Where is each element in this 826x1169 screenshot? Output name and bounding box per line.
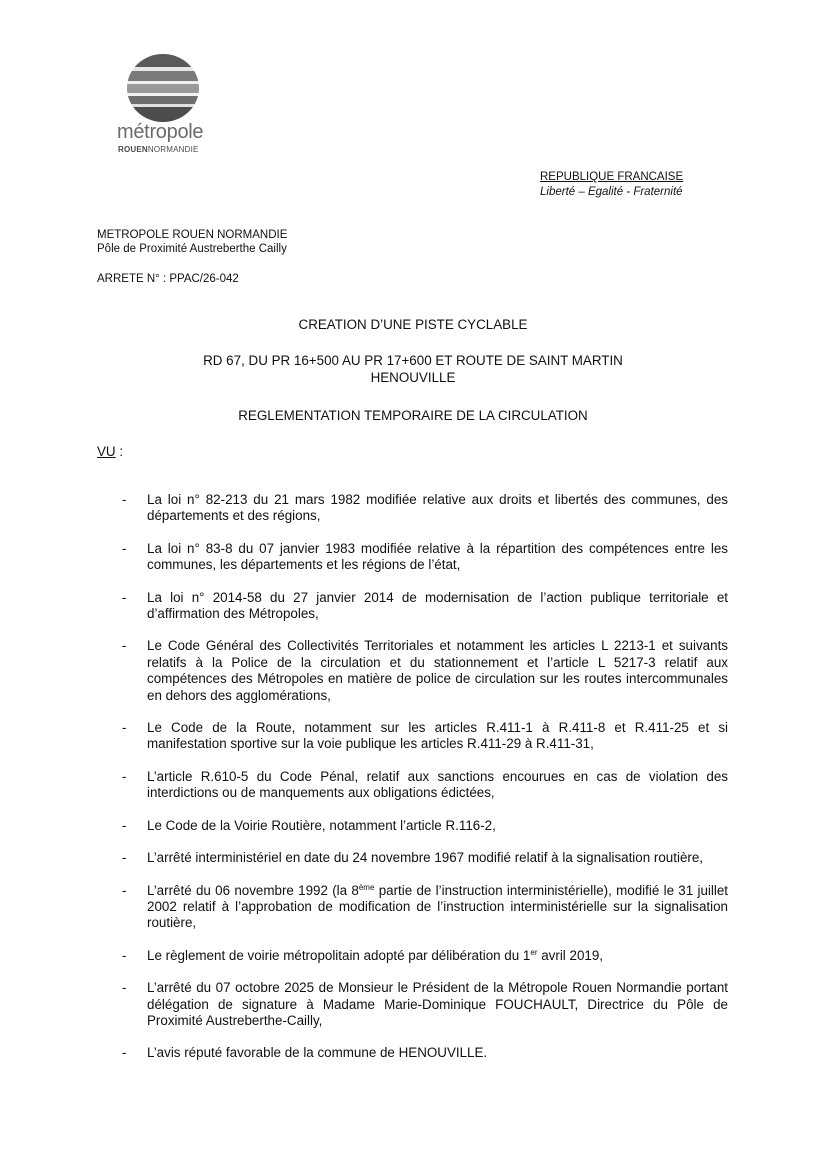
document-title: CREATION D’UNE PISTE CYCLABLE: [298, 317, 528, 332]
republic-header: [540, 170, 683, 200]
organisation-block: [97, 228, 287, 256]
list-item: - L’arrêté du 07 octobre 2025 de Monsieur le Président de la Métropole Rouen Normandie portant délégation de signature à Madame Marie-Dominique FOUCHAULT, Directrice du Pôle de Proximité Austreberthe-Cailly,: [122, 980, 728, 1028]
location-line-2: HENOUVILLE: [370, 370, 456, 385]
legal-references-list: [96, 492, 728, 1078]
document-subject: REGLEMENTATION TEMPORAIRE DE LA CIRCULATION: [238, 408, 588, 423]
list-item: - Le Code Général des Collectivités Territoriales et notamment les articles L 2213-1 et suivants relatifs à la Police de la circulation et du stationnement et l’article L 5217-3 relatif aux compétences des Métropoles en matière de police de circulation sur les routes intercommunales en dehors des agglomérations,: [122, 638, 728, 703]
organisation-department: Pôle de Proximité Austreberthe Cailly: [97, 243, 287, 255]
logo-wordmark: métropole: [117, 121, 204, 143]
list-item: - La loi n° 2014-58 du 27 janvier 2014 de modernisation de l’action publique territoriale et d’affirmation des Métropoles,: [122, 589, 728, 622]
republic-title: REPUBLIQUE FRANCAISE: [540, 171, 684, 183]
metropole-logo-mark: [125, 52, 201, 124]
vu-suffix: :: [115, 444, 124, 459]
document-location: [96, 352, 730, 386]
list-item: - La loi n° 83-8 du 07 janvier 1983 modifiée relative à la répartition des compétences entre les communes, les départements et les régions de l’état,: [122, 540, 728, 573]
list-item: - L’avis réputé favorable de la commune de HENOUVILLE.: [122, 1045, 488, 1061]
list-item: - Le Code de la Route, notamment sur les articles R.411-1 à R.411-8 et R.411-25 et si manifestation sportive sur la voie publique les articles R.411-29 à R.411-31,: [122, 720, 728, 752]
list-item: - L’arrêté du 06 novembre 1992 (la 8ème partie de l’instruction interministérielle), modifié le 31 juillet 2002 relatif à l’approbation de modification de l’instruction interministérielle sur la signalisation routière,: [122, 882, 728, 931]
list-item: - L’arrêté interministériel en date du 24 novembre 1967 modifié relatif à la signalisation routière,: [122, 850, 704, 866]
logo-subtitle: ROUENNORMANDIE: [118, 145, 199, 154]
list-item: - Le règlement de voirie métropolitain adopté par délibération du 1er avril 2019,: [122, 947, 604, 963]
list-item: - L’article R.610-5 du Code Pénal, relatif aux sanctions encourues en cas de violation des interdictions ou de manquements aux obligations édictées,: [122, 768, 728, 801]
location-line-1: RD 67, DU PR 16+500 AU PR 17+600 ET ROUTE DE SAINT MARTIN: [203, 353, 623, 368]
metropole-logo: [114, 52, 214, 154]
list-item: - La loi n° 82-213 du 21 mars 1982 modifiée relative aux droits et libertés des communes, des départements et des régions,: [122, 492, 728, 524]
vu-heading: [97, 444, 123, 459]
arrete-number: ARRETE N° : PPAC/26-042: [97, 273, 239, 285]
vu-label: VU: [97, 444, 116, 459]
republic-motto: Liberté – Egalité - Fraternité: [540, 186, 683, 198]
organisation-name: METROPOLE ROUEN NORMANDIE: [97, 229, 288, 241]
list-item: - Le Code de la Voirie Routière, notamment l’article R.116-2,: [122, 817, 496, 833]
